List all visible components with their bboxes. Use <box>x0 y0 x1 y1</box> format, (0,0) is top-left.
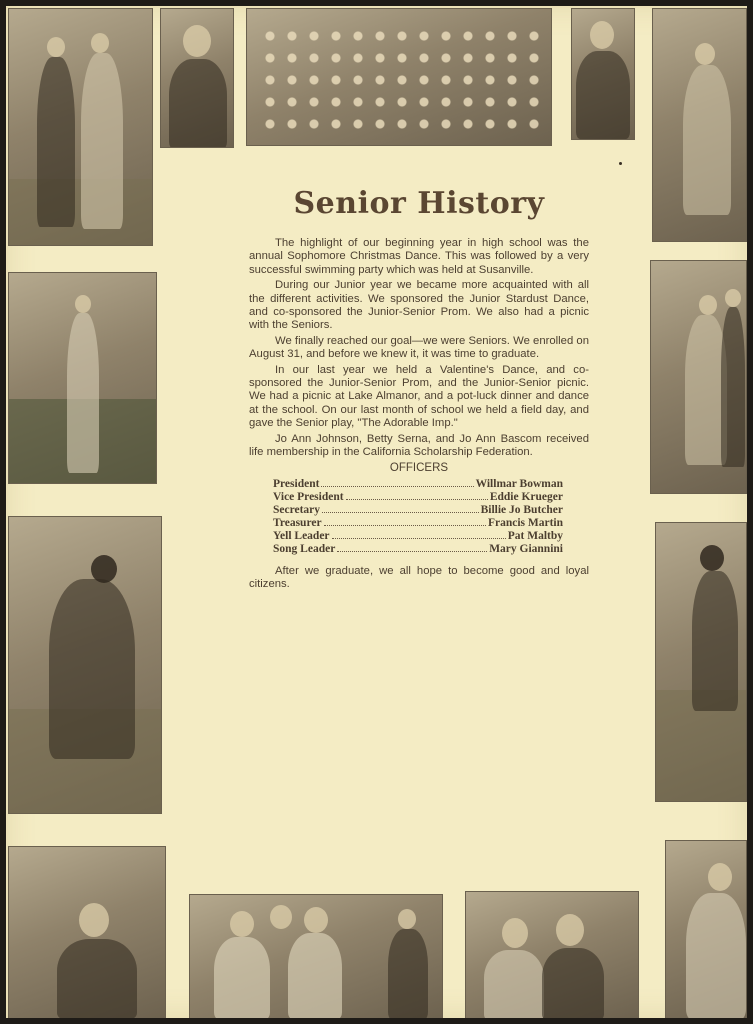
officer-row <box>273 491 563 503</box>
officer-role: Vice President <box>273 490 344 503</box>
officer-name: Billie Jo Butcher <box>480 503 563 516</box>
officer-row <box>273 517 563 529</box>
photo-boy-by-building <box>652 8 747 242</box>
page-title: Senior History <box>293 186 545 221</box>
photo-two-girls <box>465 891 639 1018</box>
paragraph-junior: During our Junior year we became more acquainted with all the different activities. We sponsored the Junior Stardust Dance, and co-sponsored the Junior-Senior Prom. We also had a picnic with the Seniors. <box>249 279 589 332</box>
photo-class-group <box>246 8 552 146</box>
officer-name: Pat Maltby <box>507 529 563 542</box>
officer-row <box>273 530 563 542</box>
dot-leader <box>322 512 479 513</box>
photo-boy-sweater <box>665 840 747 1018</box>
yearbook-page <box>6 6 747 1018</box>
officer-role: Secretary <box>273 503 321 516</box>
paragraph-last-year: In our last year we held a Valentine's Dance, and co-sponsored the Junior-Senior Prom, and the Junior-Senior picnic. We had a picnic at Lake Almanor, and a pot-luck dinner and dance at the school. On our last month of school we held a field day, and gave the Senior play, "The Adorable Imp." <box>249 363 589 430</box>
officer-role: Treasurer <box>273 516 322 529</box>
paragraph-seniors: We finally reached our goal—we were Seniors. We enrolled on August 31, and before we knew it, it was time to graduate. <box>249 334 589 361</box>
photo-girls-outdoors <box>650 260 747 494</box>
officer-name: Eddie Krueger <box>489 490 563 503</box>
senior-history-article <box>249 186 589 593</box>
paragraph-scholarship: Jo Ann Johnson, Betty Serna, and Jo Ann Bascom received life membership in the California Scholarship Federation. <box>249 432 589 459</box>
dot-leader <box>324 525 486 526</box>
closing-paragraph: After we graduate, we all hope to become good and loyal citizens. <box>249 564 589 590</box>
photo-girl-smiling <box>571 8 635 140</box>
photo-boy-in-field <box>8 272 157 484</box>
officer-role: Song Leader <box>273 542 336 555</box>
officer-name: Francis Martin <box>487 516 563 529</box>
photo-football-player-right <box>655 522 747 802</box>
print-speck <box>619 162 622 165</box>
dot-leader <box>332 538 506 539</box>
dot-leader <box>337 551 487 552</box>
officer-name: Mary Giannini <box>489 542 563 555</box>
photo-group-seated <box>189 894 443 1018</box>
dot-leader <box>321 486 473 487</box>
photo-girl-trees <box>8 846 166 1018</box>
officer-role: President <box>273 477 320 490</box>
photo-girl-portrait <box>160 8 234 148</box>
officer-row <box>273 504 563 516</box>
paragraph-sophomore: The highlight of our beginning year in high school was the annual Sophomore Christmas Dance. This was followed by a very successful swimming party which was held at Susanville. <box>249 237 589 276</box>
officers-heading: OFFICERS <box>389 461 449 474</box>
officer-row <box>273 543 563 555</box>
officer-name: Willmar Bowman <box>475 477 563 490</box>
photo-two-boys-standing <box>8 8 153 246</box>
officer-row <box>273 478 563 490</box>
officer-role: Yell Leader <box>273 529 330 542</box>
photo-football-player <box>8 516 162 814</box>
dot-leader <box>346 499 488 500</box>
